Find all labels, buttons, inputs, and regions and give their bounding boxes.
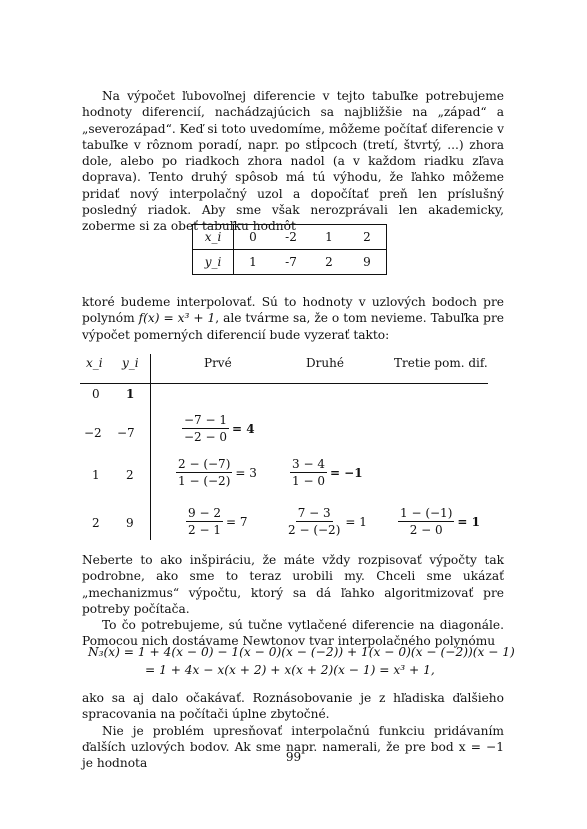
row-x: 1 (92, 468, 100, 482)
second-difference: $\frac{7 - 3}{2 - (-2)}$ = 1 (288, 506, 367, 537)
equation-line-1: N₃(x) = 1 + 4(x − 0) − 1(x − 0)(x − (−2)) + 1(x − 0)(x − (−2))(x − 1) (88, 645, 515, 659)
x-value: 0 (234, 225, 273, 250)
header-y: y_i (122, 356, 139, 370)
header-rule (80, 383, 488, 384)
after-table-text-1: Neberte to ako inšpiráciu, že máte vždy rozpisovať výpočty tak podrobne, ako sme to teraz urobili my. Chceli sme ukázať „mechanizmus“ výpočtu, ktorý sa dá ľahko algoritmizovať pre potreby počítača. (82, 553, 504, 616)
y-value: -7 (272, 250, 310, 275)
x-label: x_i (193, 225, 234, 250)
y-label: y_i (193, 250, 234, 275)
table-row (193, 250, 387, 275)
equation-line-2: = 1 + 4x − x(x + 2) + x(x + 2)(x − 1) = x³ + 1, (145, 663, 435, 677)
row-y: 9 (126, 516, 134, 530)
first-difference: $\frac{9 - 2}{2 - 1}$ = 7 (188, 506, 248, 537)
second-difference: $\frac{3 - 4}{1 - 0}$ = −1 (292, 457, 363, 488)
values-table (192, 224, 387, 275)
after-table-paragraph (82, 552, 504, 650)
row-y: 2 (126, 468, 134, 482)
y-value: 2 (310, 250, 348, 275)
first-difference: $\frac{2 - (-7)}{1 - (-2)}$ = 3 (178, 457, 257, 488)
header-third: Tretie pom. dif. (394, 356, 488, 370)
closing-text-2: Nie je problém upresňovať interpolačnú funkciu pridávaním ďalších uzlových bodov. Ak sme napr. namerali, že pre bod x = −1 je hodnota (82, 723, 504, 771)
column-rule (150, 354, 151, 540)
middle-text-b: , ale tvárme sa, že o tom nevieme. Tabuľka pre výpočet pomerných diferencií bude vyzerať takto: (82, 311, 505, 342)
x-value: 1 (310, 225, 348, 250)
y-value: 9 (348, 250, 387, 275)
middle-text-a: ktoré budeme interpolovať. Sú to hodnoty v uzlových bodoch pre polynóm (82, 295, 504, 326)
table-row (193, 225, 387, 250)
x-value: -2 (272, 225, 310, 250)
after-table-text-2: To čo potrebujeme, sú tučne vytlačené diferencie na diagonále. Pomocou nich dostávame Newtonov tvar interpolačného polynómu (82, 618, 504, 649)
row-y: −7 (117, 426, 135, 440)
polynomial-formula: f(x) = x³ + 1 (138, 311, 216, 326)
third-difference: $\frac{1 - (-1)}{2 - 0}$ = 1 (400, 506, 480, 537)
intro-text: Na výpočet ľubovoľnej diferencie v tejto tabuľke potrebujeme hodnoty diferencií, nachádzajúcich sa najbližšie na „západ“ a „severozápad“. Keď si toto uvedomíme, môžeme počítať diferencie v tabuľke v rôznom poradí, napr. po stĺpcoch (tretí, štvrtý, ...) zhora dole, alebo po riadkoch zhora nadol (a v každom riadku zľava doprava). Tento druhý spôsob má tú výhodu, že ľahko môžeme pridať nový interpolačný uzol a dopočítať preň len príslušný posledný riadok. Aby sme však nerozprávali len akademicky, zoberme si za obeť tabuľku hodnôt (82, 89, 504, 234)
x-value: 2 (348, 225, 387, 250)
y-value: 1 (234, 250, 273, 275)
header-second: Druhé (306, 356, 344, 370)
first-difference: $\frac{-7 - 1}{-2 - 0}$ = 4 (184, 413, 255, 444)
row-y: 1 (126, 387, 135, 401)
row-x: −2 (84, 426, 102, 440)
header-first: Prvé (204, 356, 232, 370)
middle-paragraph (82, 294, 504, 343)
intro-paragraph (82, 88, 504, 235)
page-number: 99 (285, 750, 302, 764)
header-x: x_i (86, 356, 103, 370)
closing-text-1: ako sa aj dalo očakávať. Roznásobovanie je z hľadiska ďalšieho spracovania na počítači úplne zbytočné. (82, 691, 504, 722)
row-x: 2 (92, 516, 100, 530)
row-x: 0 (92, 387, 100, 401)
